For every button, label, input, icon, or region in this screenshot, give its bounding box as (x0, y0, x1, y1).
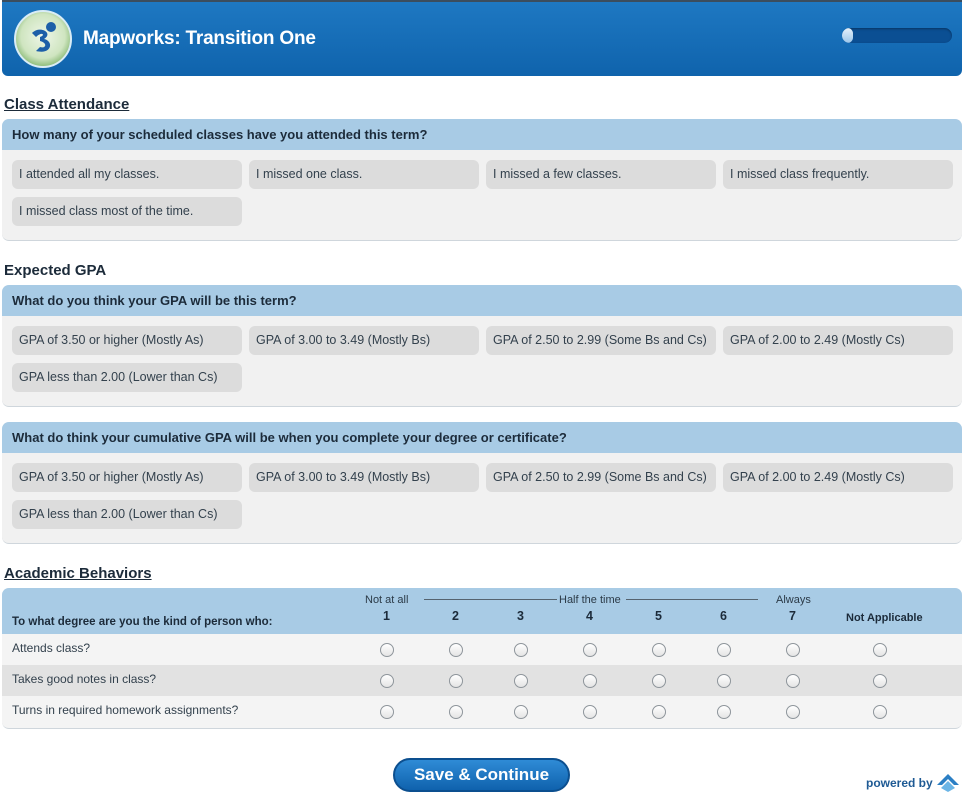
scale-radio-1[interactable] (380, 674, 394, 688)
scale-radio-2[interactable] (449, 643, 463, 657)
scale-radio-2[interactable] (449, 705, 463, 719)
attendance-question: How many of your scheduled classes have you attended this term? (2, 119, 962, 150)
scale-divider (424, 599, 557, 600)
scale-mid-label: Half the time (559, 594, 621, 606)
gpa-cumulative-question-panel (2, 422, 962, 544)
gpa-term-option[interactable]: GPA of 2.50 to 2.99 (Some Bs and Cs) (486, 326, 716, 355)
behavior-row-label: Attends class? (12, 641, 91, 655)
scale-radio-7[interactable] (786, 643, 800, 657)
section-title-behaviors: Academic Behaviors (4, 565, 152, 582)
app-header (2, 0, 962, 76)
scale-radio-3[interactable] (514, 705, 528, 719)
behavior-row (2, 696, 962, 727)
gpa-cumulative-option[interactable]: GPA of 3.50 or higher (Mostly As) (12, 463, 242, 492)
scale-number: 2 (452, 609, 459, 623)
survey-progress-bar (842, 28, 952, 43)
gpa-term-option[interactable]: GPA of 3.00 to 3.49 (Mostly Bs) (249, 326, 479, 355)
scale-radio-3[interactable] (514, 674, 528, 688)
attendance-option[interactable]: I missed one class. (249, 160, 479, 189)
scale-radio-3[interactable] (514, 643, 528, 657)
scale-radio-na[interactable] (873, 705, 887, 719)
gpa-cumulative-option[interactable]: GPA of 2.50 to 2.99 (Some Bs and Cs) (486, 463, 716, 492)
gpa-cumulative-question: What do think your cumulative GPA will be when you complete your degree or certificate? (2, 422, 962, 453)
scale-radio-5[interactable] (652, 705, 666, 719)
scale-radio-na[interactable] (873, 674, 887, 688)
gpa-term-question-panel (2, 285, 962, 407)
scale-radio-6[interactable] (717, 643, 731, 657)
skyfactor-logo-icon (936, 773, 960, 793)
attendance-option[interactable]: I missed class most of the time. (12, 197, 242, 226)
scale-number: 6 (720, 609, 727, 623)
scale-radio-na[interactable] (873, 643, 887, 657)
behaviors-question: To what degree are you the kind of person who: (12, 616, 273, 628)
attendance-question-panel (2, 119, 962, 241)
survey-progress-fill (842, 28, 853, 43)
gpa-cumulative-option[interactable]: GPA less than 2.00 (Lower than Cs) (12, 500, 242, 529)
scale-radio-5[interactable] (652, 643, 666, 657)
behavior-row (2, 634, 962, 665)
scale-radio-6[interactable] (717, 674, 731, 688)
mapworks-logo-icon (24, 19, 64, 59)
scale-low-label: Not at all (365, 594, 409, 606)
app-title: Mapworks: Transition One (83, 28, 316, 49)
section-title-attendance: Class Attendance (4, 96, 130, 113)
scale-radio-5[interactable] (652, 674, 666, 688)
scale-radio-6[interactable] (717, 705, 731, 719)
attendance-option[interactable]: I missed class frequently. (723, 160, 953, 189)
scale-radio-7[interactable] (786, 705, 800, 719)
attendance-option[interactable]: I attended all my classes. (12, 160, 242, 189)
scale-radio-1[interactable] (380, 705, 394, 719)
mapworks-logo (14, 10, 72, 68)
section-title-gpa: Expected GPA (4, 262, 107, 279)
scale-radio-4[interactable] (583, 674, 597, 688)
gpa-term-question: What do you think your GPA will be this term? (2, 285, 962, 316)
not-applicable-label: Not Applicable (846, 612, 923, 624)
gpa-term-option[interactable]: GPA of 3.50 or higher (Mostly As) (12, 326, 242, 355)
gpa-cumulative-option[interactable]: GPA of 3.00 to 3.49 (Mostly Bs) (249, 463, 479, 492)
scale-radio-4[interactable] (583, 643, 597, 657)
behaviors-matrix-header (2, 588, 962, 634)
gpa-term-option[interactable]: GPA less than 2.00 (Lower than Cs) (12, 363, 242, 392)
behavior-row-label: Turns in required homework assignments? (12, 703, 239, 717)
behavior-row (2, 665, 962, 696)
behaviors-matrix (2, 588, 962, 729)
scale-number: 4 (586, 609, 593, 623)
gpa-cumulative-option[interactable]: GPA of 2.00 to 2.49 (Mostly Cs) (723, 463, 953, 492)
scale-number: 5 (655, 609, 662, 623)
scale-number: 1 (383, 609, 390, 623)
attendance-option[interactable]: I missed a few classes. (486, 160, 716, 189)
powered-by-label: powered by (866, 776, 933, 790)
gpa-term-option[interactable]: GPA of 2.00 to 2.49 (Mostly Cs) (723, 326, 953, 355)
scale-radio-4[interactable] (583, 705, 597, 719)
save-and-continue-button[interactable]: Save & Continue (393, 758, 570, 792)
scale-high-label: Always (776, 594, 811, 606)
scale-radio-1[interactable] (380, 643, 394, 657)
scale-radio-2[interactable] (449, 674, 463, 688)
behavior-row-label: Takes good notes in class? (12, 672, 157, 686)
scale-divider (626, 599, 758, 600)
scale-number: 7 (789, 609, 796, 623)
scale-radio-7[interactable] (786, 674, 800, 688)
scale-number: 3 (517, 609, 524, 623)
